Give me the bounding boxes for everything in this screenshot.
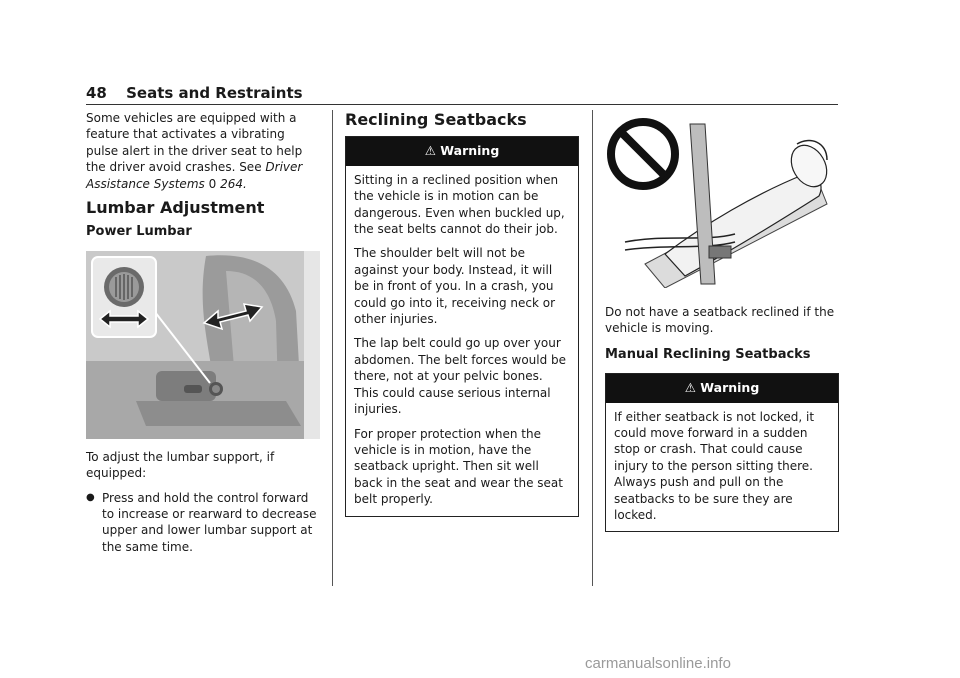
- column-3: [605, 110, 839, 532]
- warning-header: [346, 137, 578, 165]
- lumbar-control-illustration: [86, 251, 320, 439]
- warning-body: [606, 403, 838, 532]
- warning-title: Warning: [440, 143, 500, 159]
- warning-header: [606, 374, 838, 402]
- cross-ref-link[interactable]: Driver Assistance Systems: [86, 160, 303, 191]
- watermark: carmanualsonline.info: [585, 655, 731, 672]
- cross-ref-symbol: 0: [208, 176, 217, 191]
- power-lumbar-subheading: Power Lumbar: [86, 224, 192, 240]
- warning-title: Warning: [700, 380, 760, 396]
- lumbar-bullet: [86, 490, 320, 556]
- warning-body: [346, 166, 578, 516]
- warning-paragraph: For proper protection when the vehicle is in motion, have the seatback upright. Then sit well back in the seat and wear the seat belt properly.: [354, 426, 563, 507]
- bullet-text: Press and hold the control forward to increase or rearward to decrease upper and lower lumbar support at the same time.: [102, 490, 317, 554]
- lumbar-heading: Lumbar Adjustment: [86, 198, 265, 218]
- manual-reclining-warning-box: [605, 373, 839, 532]
- intro-text: Some vehicles are equipped with a feature that activates a vibrating pulse alert in the driver seat to help the driver avoid crashes. See: [86, 111, 303, 175]
- reclining-warning-box: [345, 136, 579, 516]
- header-rule: [86, 104, 838, 105]
- column-divider-1: [332, 110, 333, 586]
- bullet-icon: ●: [86, 491, 95, 503]
- column-divider-2: [592, 110, 593, 586]
- warning-paragraph: Sitting in a reclined position when the vehicle is in motion can be dangerous. Even when buckled up, the seat belts cannot do their job.: [354, 172, 565, 237]
- warning-paragraph: If either seatback is not locked, it could move forward in a sudden stop or crash. That could cause injury to the person sitting there. Always push and pull on the seatbacks to be sure they are locked.: [614, 409, 815, 523]
- reclining-heading: Reclining Seatbacks: [345, 110, 527, 129]
- page-header: [86, 84, 303, 102]
- reclined-passenger-illustration: [605, 114, 839, 288]
- warning-paragraph: The lap belt could go up over your abdomen. The belt forces would be there, not at your pelvic bones. This could cause serious internal injuries.: [354, 336, 567, 417]
- cross-ref-page[interactable]: 264.: [220, 176, 247, 191]
- page-number: 48: [86, 84, 107, 102]
- warning-triangle-icon: ⚠: [684, 380, 696, 396]
- intro-paragraph: [86, 110, 320, 192]
- manual-reclining-subheading: Manual Reclining Seatbacks: [605, 346, 811, 362]
- warning-triangle-icon: ⚠: [424, 143, 436, 159]
- reclined-caption: Do not have a seatback reclined if the vehicle is moving.: [605, 305, 835, 336]
- warning-paragraph: The shoulder belt will not be against your body. Instead, it will be in front of you. In a crash, you could go into it, receiving neck or other injuries.: [354, 246, 556, 327]
- column-1: [86, 110, 320, 555]
- lumbar-instruction: To adjust the lumbar support, if equipped:: [86, 449, 275, 481]
- column-2: [345, 110, 579, 517]
- section-title: Seats and Restraints: [126, 84, 303, 102]
